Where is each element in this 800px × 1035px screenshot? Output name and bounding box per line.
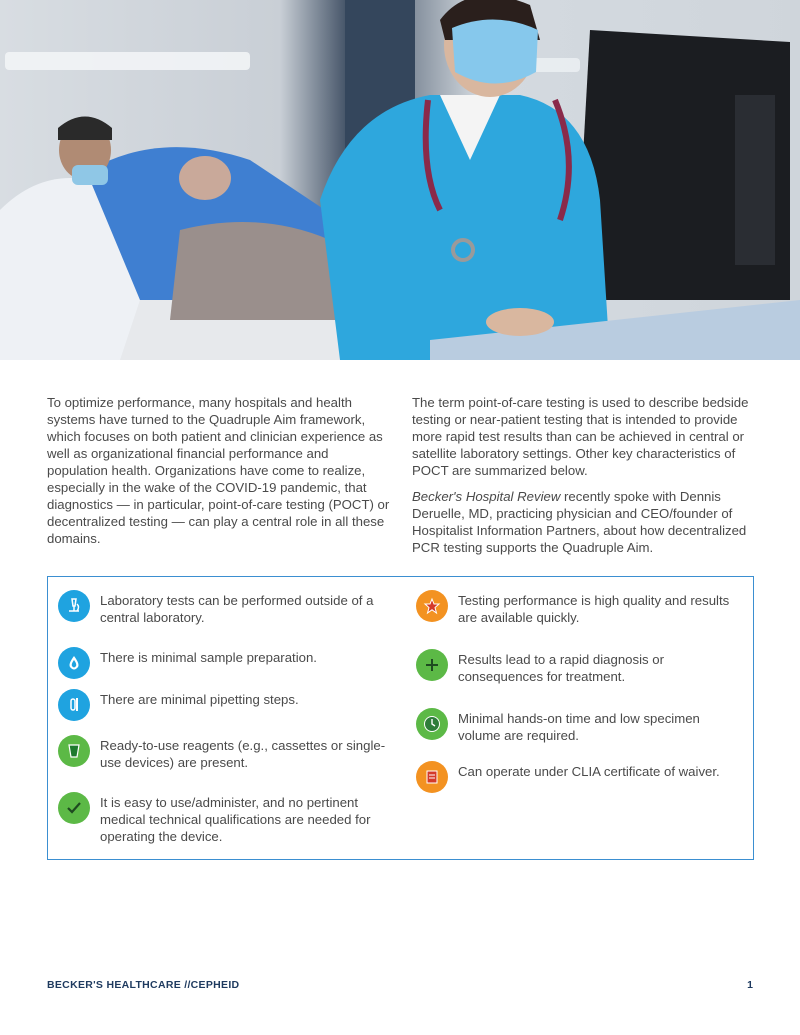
characteristic-text: Ready-to-use reagents (e.g., cassettes or single-use devices) are present. bbox=[100, 738, 386, 770]
star-icon bbox=[416, 590, 448, 622]
droplet-icon bbox=[58, 647, 90, 679]
characteristic-text: Minimal hands-on time and low specimen volume are required. bbox=[458, 711, 700, 743]
intro-left-column bbox=[47, 394, 392, 556]
cup-icon bbox=[58, 735, 90, 767]
checkmark-icon bbox=[58, 792, 90, 824]
characteristic-item bbox=[416, 761, 736, 793]
certificate-icon bbox=[416, 761, 448, 793]
characteristic-text: Can operate under CLIA certificate of waiver. bbox=[458, 764, 720, 779]
characteristic-item bbox=[416, 708, 736, 744]
intro-right-paragraph-2-text: recently spoke with Dennis Deruelle, MD, practicing physician and CEO/founder of Hospitalist Information Partners, about how decentralized PCR testing supports the Quadruple Aim. bbox=[412, 489, 747, 555]
characteristic-text: It is easy to use/administer, and no pertinent medical technical qualifications are needed for operating the device. bbox=[100, 795, 371, 844]
clock-icon bbox=[416, 708, 448, 740]
characteristic-item bbox=[58, 590, 388, 626]
characteristic-item bbox=[58, 689, 388, 721]
characteristic-item bbox=[416, 649, 736, 685]
microscope-icon bbox=[58, 590, 90, 622]
characteristic-text: Results lead to a rapid diagnosis or consequences for treatment. bbox=[458, 652, 664, 684]
characteristic-item bbox=[416, 590, 736, 626]
characteristic-text: There are minimal pipetting steps. bbox=[100, 692, 299, 707]
plus-icon bbox=[416, 649, 448, 681]
characteristic-item bbox=[58, 792, 388, 845]
intro-right-paragraph-1: The term point-of-care testing is used to describe bedside testing or near-patient testing that is intended to provide more rapid test results than can be achieved in central or satellite laboratory settings. Other key characteristics of POCT are summarized below. bbox=[412, 395, 749, 478]
hospital-scene-illustration bbox=[0, 0, 800, 360]
characteristic-text: Laboratory tests can be performed outside of a central laboratory. bbox=[100, 593, 374, 625]
intro-right-paragraph-2 bbox=[412, 488, 757, 556]
characteristic-item bbox=[58, 647, 388, 679]
intro-right-column bbox=[412, 394, 757, 565]
characteristic-item bbox=[58, 735, 388, 771]
page-number: 1 bbox=[747, 979, 753, 991]
hero-photo bbox=[0, 0, 800, 360]
footer-brand: BECKER'S HEALTHCARE //CEPHEID bbox=[47, 979, 240, 991]
pipette-icon bbox=[58, 689, 90, 721]
characteristic-text: There is minimal sample preparation. bbox=[100, 650, 317, 665]
intro-left-paragraph: To optimize performance, many hospitals and health systems have turned to the Quadruple Aim framework, which focuses on both patient and clinician experience as well as organizational financial performance and population health. Organizations have come to realize, especially in the wake of the COVID-19 pandemic, that diagnostics — in particular, point-of-care testing (POCT) or decentralized testing — can play a central role in all these domains. bbox=[47, 395, 390, 546]
publication-name: Becker's Hospital Review bbox=[412, 489, 561, 504]
characteristic-text: Testing performance is high quality and results are available quickly. bbox=[458, 593, 730, 625]
